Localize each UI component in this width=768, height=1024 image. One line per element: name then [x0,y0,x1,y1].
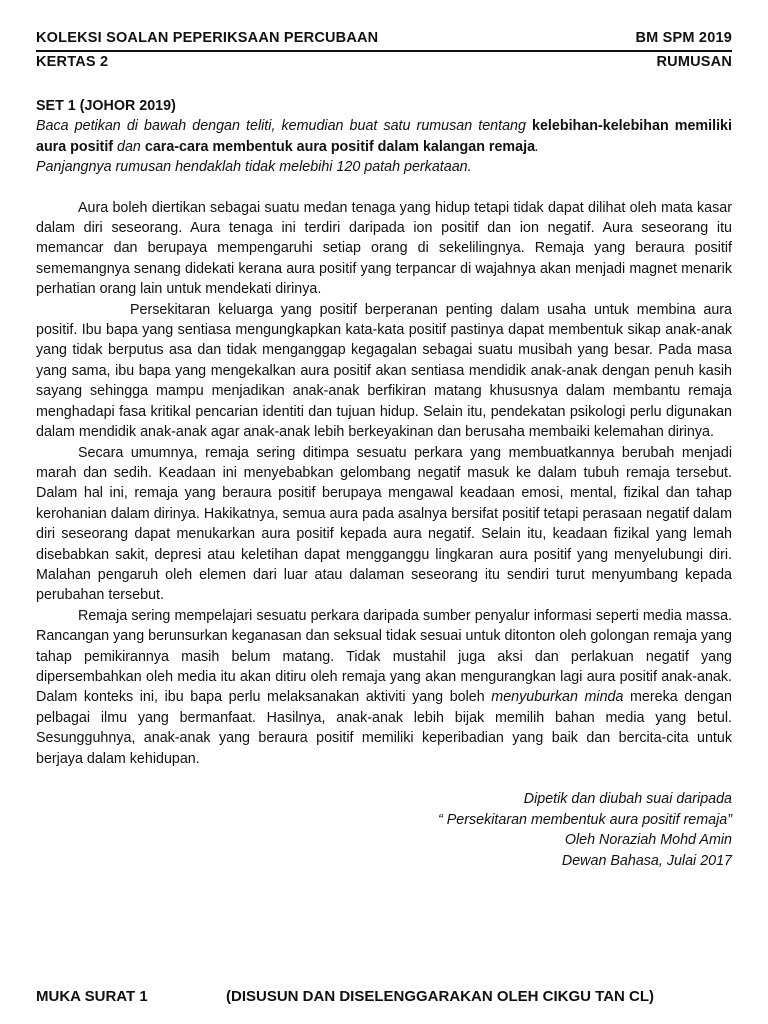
instruction-part1: Baca petikan di bawah dengan teliti, kemudian buat satu rumusan tentang [36,118,533,135]
paragraph-4 [36,606,732,769]
header-row-1 [36,30,732,46]
set-title: SET 1 (JOHOR 2019) [36,98,176,114]
paragraph-4-italic: menyuburkan minda [491,689,624,706]
page-number: MUKA SURAT 1 [36,988,148,1005]
source-publication: Dewan Bahasa, Julai 2017 [561,852,732,869]
instruction-bold1: kelebihan-kelebihan memiliki aura positif [36,118,732,155]
paragraph-4-before: Remaja sering mempelajari sesuatu perkara daripada sumber penyalur informasi seperti media massa. Rancangan yang berunsurkan keganasan dan seksual tidak sesuai untuk ditonton oleh golongan remaja yang tahap pemikirannya masih belum matang. Tidak mustahil juga aksi dan perlakuan negatif yang dipersembahkan oleh media itu akan ditiru oleh remaja yang akan mengurangkan lagi aura positif anak-anak. Dalam konteks ini, ibu bapa perlu melaksanakan aktiviti yang boleh [36,607,732,706]
source-line-1: Dipetik dan diubah suai daripada [523,791,732,807]
paragraph-3: Secara umumnya, remaja sering ditimpa sesuatu perkara yang membuatkannya berubah menjadi marah dan sedih. Keadaan ini menyebabkan gelombang negatif masuk ke dalam tubuh remaja tersebut. Dalam hal ini, remaja yang beraura positif berupaya mengawal keadaan emosi, mental, fizikal dan tahap kerohanian dalam dirinya. Hakikatnya, semua aura pada asalnya bersifat positif tetapi perasaan negatif dalam diri seseorang dapat menukarkan aura positif kepada aura negatif. Selain itu, keadaan fizikal yang lemah disebabkan sakit, depresi atau keletihan dapat mengganggu lingkaran aura positif yang menyelubungi diri. Malahan pengaruh oleh elemen dari luar atau dalaman seseorang itu sendiri turut menyumbang kepada perubahan tersebut. [36,444,732,604]
paragraph-2: Persekitaran keluarga yang positif berperanan penting dalam usaha untuk membina aura positif. Ibu bapa yang sentiasa mengungkapkan kata-kata positif pastinya dapat membentuk sikap anak-anak yang tidak berputus asa dan tidak menganggap kegagalan sebagai suatu musibah yang besar. Pada masa yang sama, ibu bapa yang mengekalkan aura positif akan sentiasa mendidik anak-anak dengan penuh kasih sayang sehingga mampu menjadikan anak-anak berfikiran matang khususnya dalam membantu remaja menghadapi fasa kritikal pencarian identiti dan tujuan hidup. Selain itu, pendekatan psikologi perlu digunakan dalam mendidik anak-anak agar anak-anak lebih berkeyakinan dan berusaha membaiki kelemahan dirinya. [36,301,732,441]
header-row-2 [36,54,732,70]
footer-credit: (DISUSUN DAN DISELENGGARAKAN OLEH CIKGU TAN CL) [226,988,655,1005]
instruction [36,116,732,157]
source-line-2: “ Persekitaran membentuk aura positif remaja” [437,811,732,828]
document-body [36,96,732,871]
source-citation [36,789,732,871]
page-footer [36,988,732,1005]
collection-title: KOLEKSI SOALAN PEPERIKSAAN PERCUBAAN [36,30,379,46]
section-label: RUMUSAN [656,54,732,70]
instruction-part2: dan [113,138,145,155]
instruction-part3: . [535,138,540,155]
paper-label: KERTAS 2 [36,54,109,70]
instruction-word-limit: Panjangnya rumusan hendaklah tidak melebihi 120 patah perkataan. [36,159,472,176]
paragraph-4-after: mereka dengan pelbagai ilmu yang bermanfaat. Hasilnya, anak-anak lebih bijak memilih bahan media yang betul. Sesungguhnya, anak-anak yang beraura positif memiliki keperibadian yang baik dan bercita-cita untuk berjaya dalam kehidupan. [36,689,732,767]
source-author: Oleh Noraziah Mohd Amin [564,832,732,848]
header-divider [36,50,732,52]
paragraph-1: Aura boleh diertikan sebagai suatu medan tenaga yang hidup tetapi tidak dapat dilihat oleh mata kasar dalam diri seseorang. Aura tenaga ini terdiri daripada ion positif dan ion negatif. Aura seseorang itu memancar dan berupaya mempengaruhi setiap orang di sekelilingnya. Remaja yang beraura positif sememangnya senang didekati kerana aura positif yang terpancar di wajahnya akan menjadi magnet menarik perhatian orang lain untuk mendekati dirinya. [36,199,732,298]
exam-code: BM SPM 2019 [635,30,732,46]
instruction-bold2: cara-cara membentuk aura positif dalam kalangan remaja [144,138,536,155]
